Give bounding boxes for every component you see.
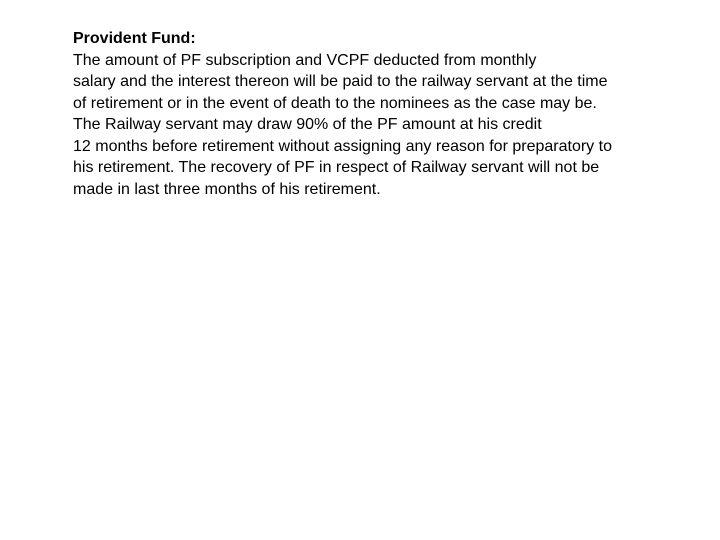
body-line-5: 12 months before retirement without assigning any reason for preparatory to [73, 137, 612, 155]
text-block [73, 28, 713, 200]
body-line-6: his retirement. The recovery of PF in respect of Railway servant will not be [73, 159, 600, 176]
body-line-3: of retirement or in the event of death to the nominees as the case may be. [73, 94, 597, 112]
section-heading: Provident Fund: [73, 30, 196, 47]
body-line-4: The Railway servant may draw 90% of the PF amount at his credit [73, 116, 542, 133]
body-line-1: The amount of PF subscription and VCPF deducted from monthly [73, 51, 537, 69]
body-line-2: salary and the interest thereon will be paid to the railway servant at the time [73, 73, 608, 90]
body-line-7: made in last three months of his retirement. [73, 180, 381, 198]
